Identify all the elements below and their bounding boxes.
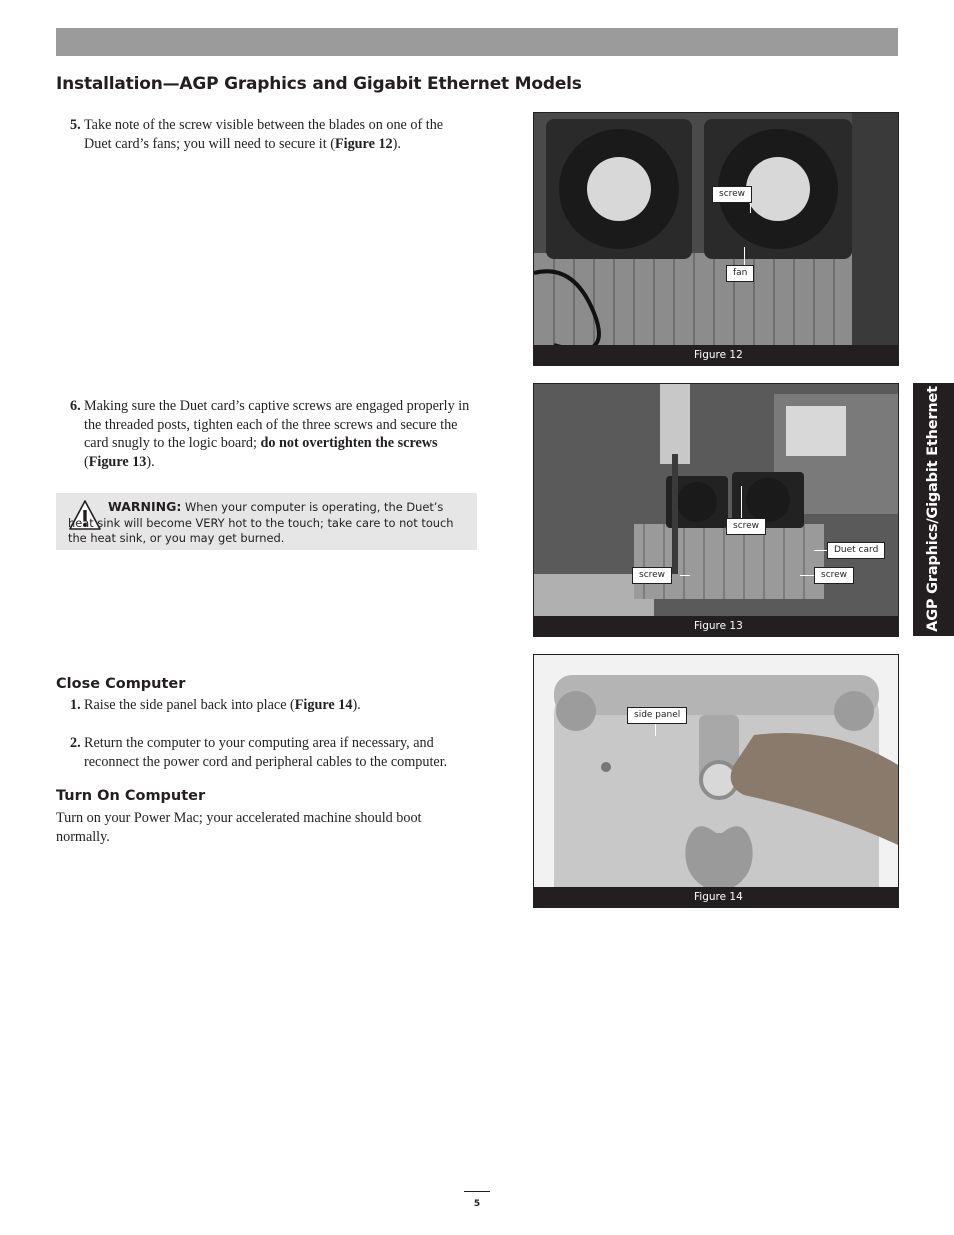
header-bar <box>56 28 898 56</box>
figure-ref: Figure 14 <box>294 697 353 713</box>
callout-screw: screw <box>712 186 752 203</box>
step-number: 6. <box>70 398 81 414</box>
callout-fan: fan <box>726 265 754 282</box>
callout-screw-top: screw <box>726 518 766 535</box>
figure-12 <box>533 112 899 366</box>
section-heading-turn-on: Turn On Computer <box>56 788 206 804</box>
callout-screw-left: screw <box>632 567 672 584</box>
page-number-rule <box>464 1191 490 1192</box>
step-number: 5. <box>70 117 81 133</box>
step-6 <box>70 397 480 471</box>
figure-14 <box>533 654 899 908</box>
step-5 <box>70 116 470 153</box>
page-number: 5 <box>473 1199 481 1209</box>
emphasis: do not overtighten the screws <box>260 435 438 451</box>
figure-13 <box>533 383 899 637</box>
close-step-1 <box>70 696 470 715</box>
side-tab-label: AGP Graphics/Gigabit Ethernet <box>925 386 941 632</box>
step-number: 1. <box>70 697 81 713</box>
callout-duet-card: Duet card <box>827 542 885 559</box>
section-side-tab <box>913 383 954 636</box>
callout-side-panel: side panel <box>627 707 687 724</box>
figure-caption: Figure 14 <box>694 891 743 903</box>
warning-box <box>56 493 477 550</box>
figure-caption: Figure 13 <box>694 620 743 632</box>
figure-ref: Figure 12 <box>334 135 393 152</box>
figure-ref: Figure 13 <box>88 453 147 470</box>
step-number: 2. <box>70 735 81 751</box>
side-panel-photo <box>534 655 898 887</box>
figure-caption: Figure 12 <box>694 349 743 361</box>
caption-bar <box>534 345 898 365</box>
caption-bar <box>534 616 898 636</box>
page-title: Installation—AGP Graphics and Gigabit Ethernet Models <box>56 74 582 94</box>
turn-on-text: Turn on your Power Mac; your accelerated machine should boot normally. <box>56 810 422 845</box>
section-heading-close-computer: Close Computer <box>56 676 186 692</box>
close-step-2 <box>70 734 475 771</box>
callout-screw-right: screw <box>814 567 854 584</box>
caption-bar <box>534 887 898 907</box>
warning-label: WARNING: <box>108 499 182 514</box>
step-text: Return the computer to your computing area if necessary, and reconnect the power cord and peripheral cables to the computer. <box>84 735 448 770</box>
step-text: Raise the side panel back into place (Figure 14). <box>84 697 361 713</box>
warning-text: WARNING: When your computer is operating, the Duet’s heat sink will become VERY hot to the touch; take care to not touch the heat sink, or you may get burned. <box>68 499 454 545</box>
step-text: Making sure the Duet card’s captive screws are engaged properly in the threaded posts, tighten each of the three screws and secure the card snugly to the logic board; do not overtighten the screws (Figure 13). <box>84 398 470 470</box>
fan-photo <box>534 113 898 345</box>
step-text: Take note of the screw visible between the blades on one of the Duet card’s fans; you will need to secure it (Figure 12). <box>84 117 444 152</box>
